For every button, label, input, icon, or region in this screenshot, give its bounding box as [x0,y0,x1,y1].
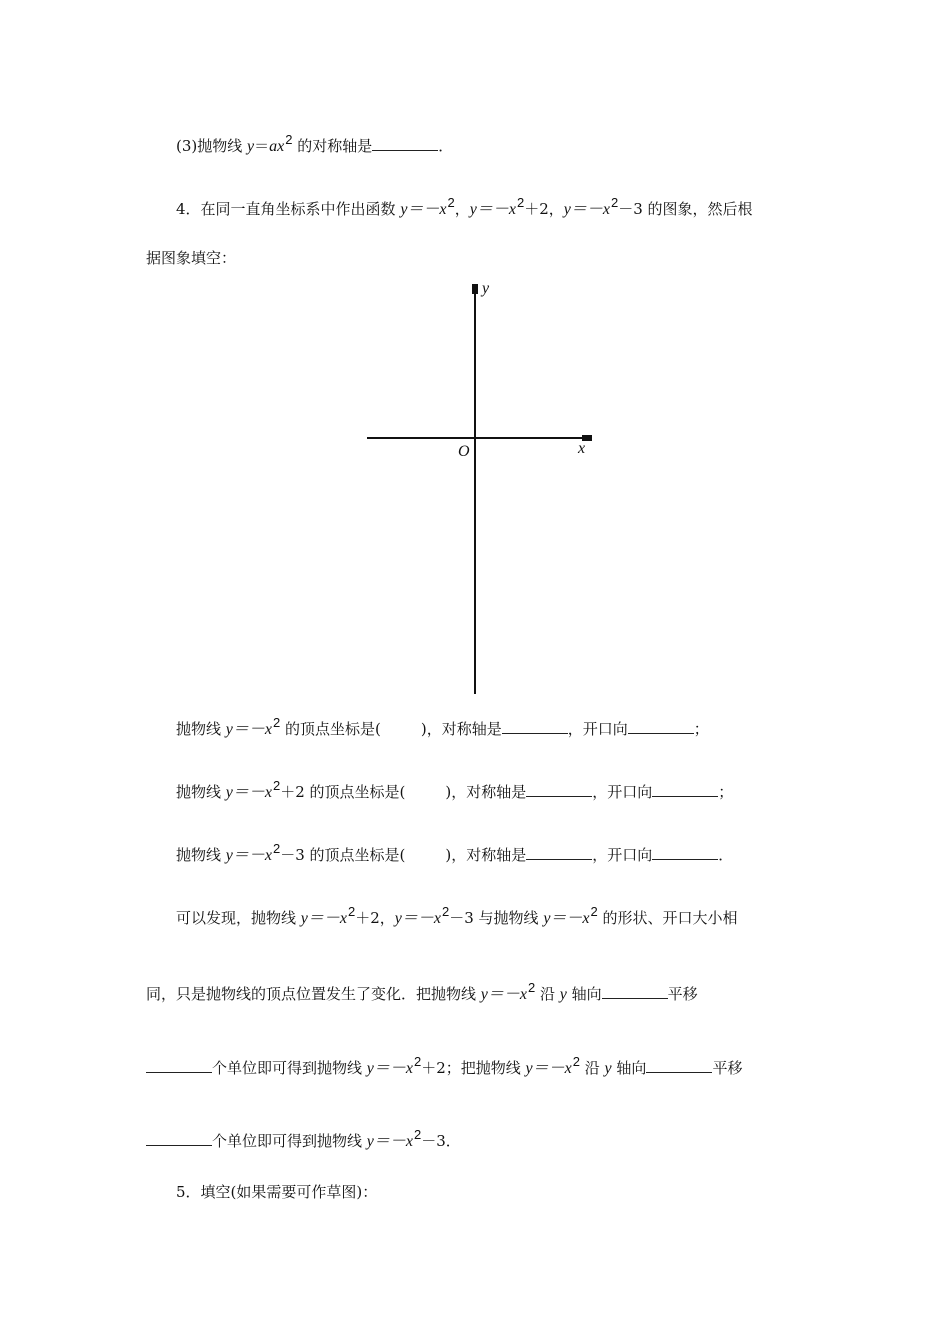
discover-exp-b: 2 [442,904,450,919]
q3-var-a: a [269,138,278,155]
discover-func-b: y＝－x [394,910,441,927]
y-axis-arrow-icon [472,284,478,294]
fill-2-axis-blank[interactable] [526,782,592,797]
discover-exp-d: 2 [528,980,536,995]
discover-line-1 [176,904,738,929]
fill-1-direction-blank[interactable] [628,719,694,734]
fill-1-end: ； [693,720,709,738]
y-axis-label: y [482,280,490,297]
discover-4b: －3． [421,1132,461,1150]
fill-3-end: ． [718,846,734,864]
discover-yaxis-1: y [559,986,567,1003]
fill-3-close: )，对称轴是 [445,846,527,864]
discover-units-blank-2[interactable] [146,1131,212,1146]
discover-4a: 个单位即可得到抛物线 [212,1132,367,1150]
q3-var-x: x [277,138,285,155]
fill-2-tail: ＋2 [280,783,305,801]
q4-func2-exp: 2 [517,195,525,210]
discover-func-f: y＝－x [525,1060,572,1077]
discover-direction-blank-2[interactable] [646,1058,712,1073]
discover-3e: 平移 [712,1059,743,1077]
q4-sep: ， [454,200,470,218]
discover-1c: －3 与抛物线 [449,909,544,927]
fill-1-open: ，开口向 [567,720,628,738]
discover-func-g: y＝－x [366,1133,413,1150]
fill-3-func: y＝－x [225,847,272,864]
discover-func-d: y＝－x [480,986,527,1003]
fill-3-exp: 2 [273,841,281,856]
discover-direction-blank-1[interactable] [602,984,668,999]
fill-1-func: y＝－x [225,721,272,738]
discover-line-2 [146,980,698,1005]
fill-line-1 [176,715,709,740]
discover-exp-e: 2 [414,1054,422,1069]
discover-func-a: y＝－x [300,910,347,927]
discover-exp-f: 2 [572,1054,580,1069]
fill-2-func: y＝－x [225,784,272,801]
discover-units-blank-1[interactable] [146,1058,212,1073]
x-axis-label: x [578,440,586,457]
fill-2-exp: 2 [273,778,281,793]
discover-1a: 可以发现，抛物线 [176,909,301,927]
discover-func-e: y＝－x [366,1060,413,1077]
discover-exp-g: 2 [414,1127,422,1142]
q3-exp: 2 [285,132,293,147]
fill-2-mid: 的顶点坐标是( [304,783,406,801]
q5-text: 5．填空(如果需要可作草图)： [176,1183,378,1201]
discover-1b: ＋2， [355,909,395,927]
origin-label: O [458,443,470,460]
q4-func3-exp: 2 [611,195,619,210]
discover-3c: 沿 [580,1059,605,1077]
fill-3-axis-blank[interactable] [526,845,592,860]
q4-func3-tail: －3 的图象，然后根 [618,200,753,218]
discover-3a: 个单位即可得到抛物线 [212,1059,367,1077]
q4-func2: y＝－x [469,201,517,218]
discover-3b: ＋2；把抛物线 [421,1059,526,1077]
fill-1-axis-blank[interactable] [502,719,568,734]
q3-var-y: y [247,138,255,155]
fill-3-direction-blank[interactable] [652,845,718,860]
discover-2d: 平移 [667,985,698,1003]
fill-2-open: ，开口向 [592,783,653,801]
fill-2-pre: 抛物线 [176,783,226,801]
discover-exp-a: 2 [348,904,356,919]
fill-3-mid: 的顶点坐标是( [304,846,406,864]
q3-suffix: 的对称轴是 [292,137,373,155]
q4-func1: y＝－x [400,201,447,218]
q3-end: ． [438,137,454,155]
q5-line [176,1182,377,1202]
fill-1-mid: 的顶点坐标是( [280,720,381,738]
discover-1d: 的形状、开口大小相 [597,909,738,927]
discover-2a: 同，只是抛物线的顶点位置发生了变化．把抛物线 [146,985,481,1003]
q4-intro-cont: 据图象填空： [146,249,237,267]
fill-1-pre: 抛物线 [176,720,226,738]
fill-2-close: )，对称轴是 [445,783,527,801]
q4-func2-tail: ＋2， [524,200,564,218]
discover-2c: 轴向 [566,985,602,1003]
q4-func3: y＝－x [563,201,611,218]
discover-yaxis-2: y [604,1060,612,1077]
discover-func-c: y＝－x [543,910,590,927]
fill-3-open: ，开口向 [592,846,653,864]
q3-eq: ＝ [254,137,270,155]
fill-2-end: ； [718,783,734,801]
discover-2b: 沿 [535,985,560,1003]
q4-func1-exp: 2 [447,195,455,210]
discover-line-4 [146,1127,461,1152]
fill-3-pre: 抛物线 [176,846,226,864]
fill-1-close: )，对称轴是 [420,720,502,738]
q3-prefix: (3)抛物线 [176,137,248,155]
discover-line-3 [146,1054,743,1079]
fill-1-exp: 2 [273,715,281,730]
fill-2-direction-blank[interactable] [652,782,718,797]
discover-3d: 轴向 [611,1059,647,1077]
fill-line-2 [176,778,734,803]
fill-3-tail: －3 [280,846,305,864]
q4-intro-text: 4．在同一直角坐标系中作出函数 [176,200,401,218]
fill-line-3 [176,841,734,866]
discover-exp-c: 2 [590,904,598,919]
